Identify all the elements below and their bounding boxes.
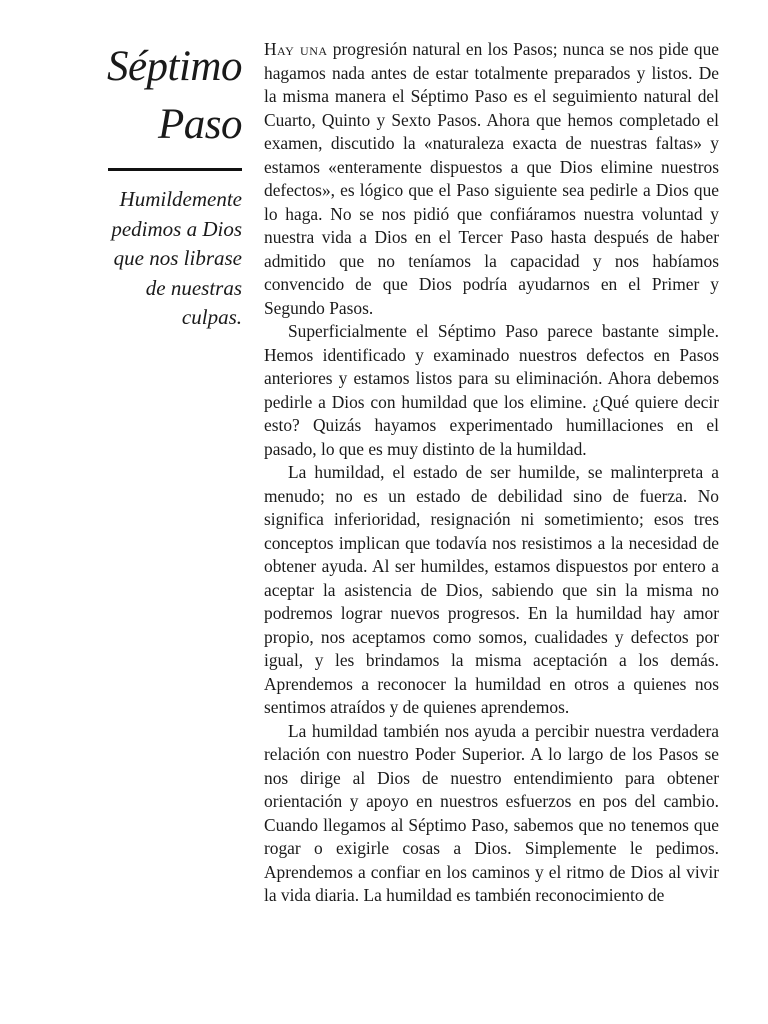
body-text: [264, 38, 719, 908]
epigraph-line: que nos librase: [113, 246, 242, 270]
chapter-title-line-2: Paso: [158, 101, 242, 148]
epigraph-line: culpas.: [181, 305, 242, 329]
chapter-title: [96, 38, 242, 154]
title-divider: [108, 168, 242, 171]
epigraph-line: de nuestras: [145, 275, 242, 300]
paragraph-1-text: progresión natural en los Pasos; nunca se nos pide que hagamos nada antes de estar totalmente preparados y listos. De la misma manera el Séptimo Paso es el seguimiento natural del Cuarto, Quinto y Sexto Pasos. Ahora que hemos completado el examen, discutido la «naturaleza exacta de nuestras faltas» y estamos «enteramente dispuestos a que Dios elimine nuestros defectos», es lógico que el Paso siguiente sea pedirle a Dios que lo haga. No se nos pidió que confiáramos nuestra voluntad y nuestra vida a Dios en el Tercer Paso hasta después de haber admitido que no teníamos la capacidad y nos habíamos convencido de que Dios podría ayudarnos en el Primer y Segundo Pasos.: [264, 39, 719, 318]
margin-column: [96, 38, 242, 333]
paragraph-4: La humildad también nos ayuda a percibir nuestra verdadera relación con nuestro Poder Superior. A lo largo de los Pasos se nos dirige al Dios de nuestro entendimiento para obtener orientación y apoyo en nuestros esfuerzos en pos del cambio. Cuando llegamos al Séptimo Paso, sabemos que no tenemos que rogar o exigirle cosas a Dios. Simplemente le pedimos. Aprendemos a confiar en los caminos y el ritmo de Dios al vivir la vida diaria. La humildad es también reconocimiento de: [264, 720, 719, 905]
step-epigraph: [96, 185, 242, 333]
paragraph-1: [264, 38, 719, 320]
epigraph-line: Humildemente: [119, 187, 242, 211]
paragraph-3: La humildad, el estado de ser humilde, se malinterpreta a menudo; no es un estado de debilidad sino de fuerza. No significa inferioridad, resignación ni sometimiento; esos tres conceptos implican que todavía nos resistimos a la necesidad de obtener ayuda. Al ser humildes, estamos dispuestos por entero a aceptar la asistencia de Dios, sabiendo que sin la misma no podremos lograr nuevos progresos. En la humildad hay amor propio, nos aceptamos como somos, cualidades y defectos por igual, y les brindamos la misma aceptación a los demás. Aprendemos a reconocer la humildad en otros a quienes nos sentimos atraídos y de quienes aprendemos.: [264, 462, 719, 717]
paragraph-2: Superficialmente el Séptimo Paso parece bastante simple. Hemos identificado y examinado nuestros defectos en Pasos anteriores y estamos listos para su eliminación. Ahora debemos pedirle a Dios con humildad que los elimine. ¿Qué quiere decir esto? Quizás hayamos experimentado humillaciones en el pasado, lo que es muy distinto de la humildad.: [264, 321, 719, 459]
epigraph-line: pedimos a Dios: [111, 216, 242, 241]
paragraph-lead-in: Hay una: [264, 39, 328, 59]
chapter-title-line-1: Séptimo: [106, 43, 242, 90]
